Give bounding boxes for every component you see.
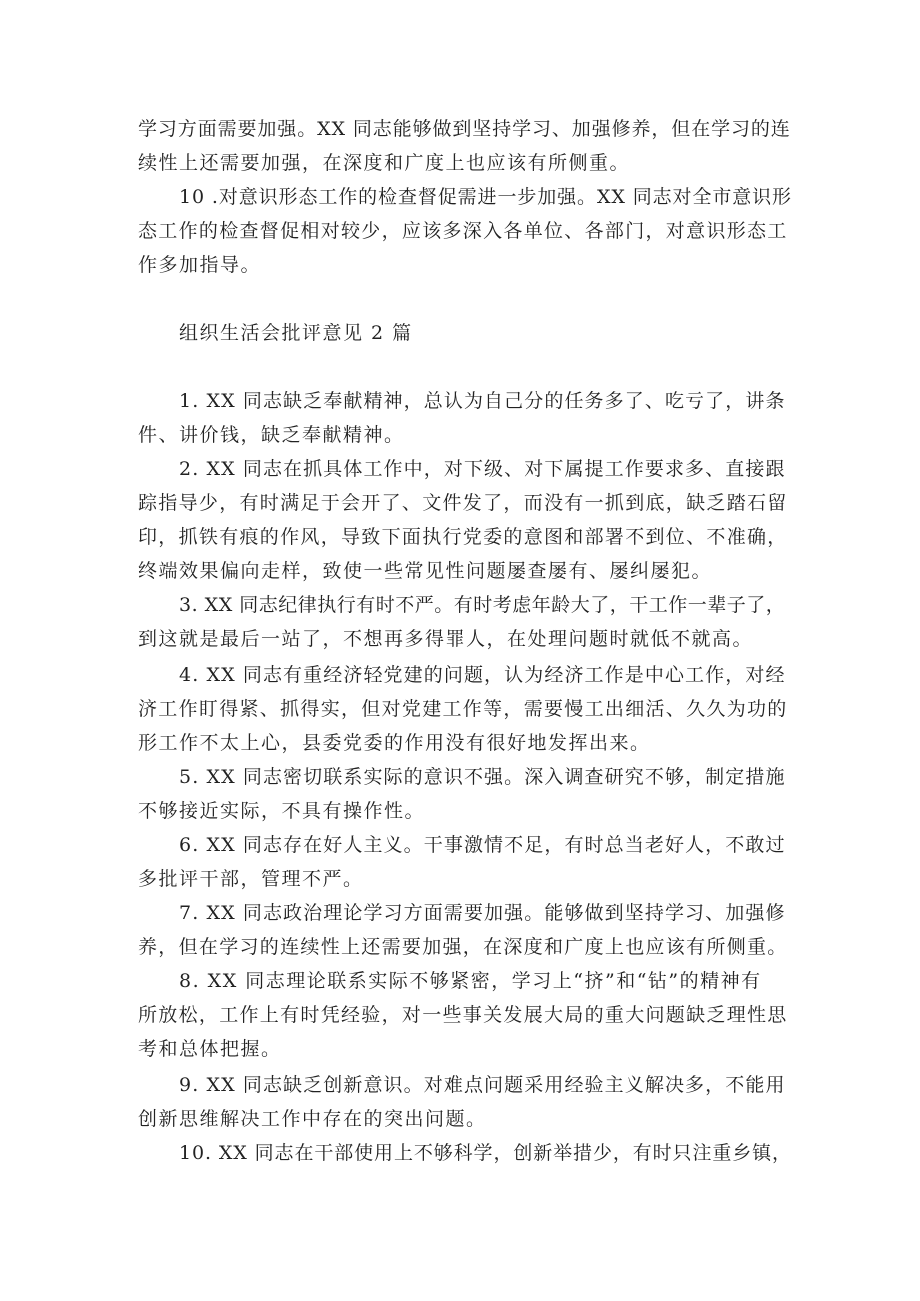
text-line: 件、讲价钱，缺乏奉献精神。 [138,424,405,446]
text-line: 3. XX 同志纪律执行有时不严。有时考虑年龄大了，干工作一辈子了， [179,594,786,616]
text-line: 不够接近实际，不具有操作性。 [138,800,426,822]
text-line: 多批评干部，管理不严。 [138,868,364,890]
text-line: 到这就是最后一站了，不想再多得罪人，在处理问题时就低不就高。 [138,628,754,650]
text-line: 4. XX 同志有重经济轻党建的问题，认为经济工作是中心工作，对经 [179,664,786,686]
text-line: 考和总体把握。 [138,1038,282,1060]
section-title: 组织生活会批评意见 2 篇 [179,322,413,344]
text-line: 5. XX 同志密切联系实际的意识不强。深入调查研究不够，制定措施 [179,766,786,788]
text-line: 10 .对意识形态工作的检查督促需进一步加强。XX 同志对全市意识形 [179,186,792,208]
text-line: 态工作的检查督促相对较少，应该多深入各单位、各部门，对意识形态工 [138,220,788,242]
text-line: 8. XX 同志理论联系实际不够紧密，学习上“挤”和“钻”的精神有 [179,970,762,992]
text-line: 所放松，工作上有时凭经验，对一些事关发展大局的重大问题缺乏理性思 [138,1004,788,1026]
text-line: 学习方面需要加强。XX 同志能够做到坚持学习、加强修养，但在学习的连 [138,118,791,140]
text-line: 济工作盯得紧、抓得实，但对党建工作等，需要慢工出细活、久久为功的 [138,698,788,720]
text-line: 10. XX 同志在干部使用上不够科学，创新举措少，有时只注重乡镇， [179,1142,792,1164]
text-line: 作多加指导。 [138,254,262,276]
text-line: 2. XX 同志在抓具体工作中，对下级、对下属提工作要求多、直接跟 [179,458,786,480]
text-line: 养，但在学习的连续性上还需要加强，在深度和广度上也应该有所侧重。 [138,936,788,958]
text-line: 7. XX 同志政治理论学习方面需要加强。能够做到坚持学习、加强修 [179,902,786,924]
text-line: 1. XX 同志缺乏奉献精神，总认为自己分的任务多了、吃亏了，讲条 [179,390,786,412]
text-line: 9. XX 同志缺乏创新意识。对难点问题采用经验主义解决多，不能用 [179,1074,786,1096]
text-line: 踪指导少，有时满足于会开了、文件发了，而没有一抓到底，缺乏踏石留 [138,492,788,514]
text-line: 形工作不太上心，县委党委的作用没有很好地发挥出来。 [138,732,651,754]
text-line: 印，抓铁有痕的作风，导致下面执行党委的意图和部署不到位、不准确， [138,526,788,548]
text-line: 6. XX 同志存在好人主义。干事激情不足，有时总当老好人，不敢过 [179,834,786,856]
text-line: 续性上还需要加强，在深度和广度上也应该有所侧重。 [138,152,631,174]
text-line: 终端效果偏向走样，致使一些常见性问题屡查屡有、屡纠屡犯。 [138,560,713,582]
text-line: 创新思维解决工作中存在的突出问题。 [138,1108,487,1130]
